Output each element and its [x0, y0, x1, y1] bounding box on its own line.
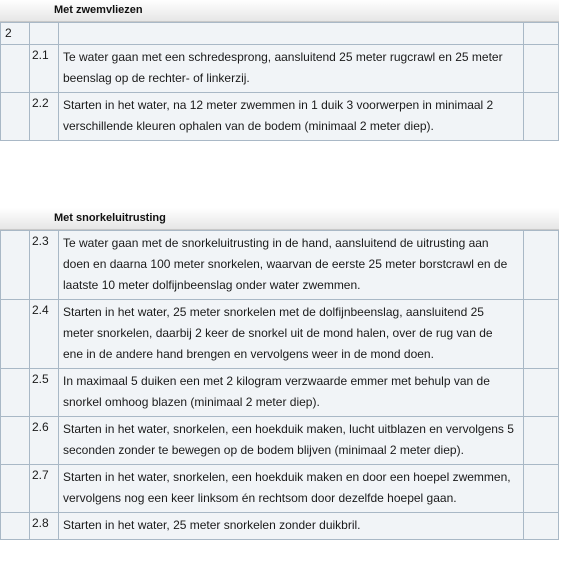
section-title: Met snorkeluitrusting [54, 212, 166, 224]
empty-cell [524, 45, 559, 93]
section-header [0, 0, 559, 22]
empty-cell [30, 23, 59, 45]
table-row [1, 513, 559, 540]
table-row [1, 369, 559, 417]
empty-cell [524, 369, 559, 417]
group-number: 2 [1, 23, 30, 45]
empty-cell [524, 23, 559, 45]
exercise-text: In maximaal 5 duiken een met 2 kilogram verzwaarde emmer met behulp van de snorkel omhoog blazen (minimaal 2 meter diep). [59, 369, 524, 417]
empty-cell [524, 93, 559, 141]
empty-cell [59, 23, 524, 45]
empty-cell [1, 513, 30, 540]
exercise-number: 2.7 [30, 465, 59, 513]
table-row [1, 45, 559, 93]
exercise-table [0, 230, 559, 540]
exercise-number: 2.4 [30, 300, 59, 369]
section-header [0, 208, 559, 230]
exercise-number: 2.5 [30, 369, 59, 417]
empty-cell [1, 465, 30, 513]
exercise-text: Starten in het water, na 12 meter zwemmen in 1 duik 3 voorwerpen in minimaal 2 verschillende kleuren ophalen van de bodem (minimaal 2 meter diep). [59, 93, 524, 141]
empty-cell [524, 513, 559, 540]
exercise-number: 2.6 [30, 417, 59, 465]
exercise-text: Te water gaan met de snorkeluitrusting in de hand, aansluitend de uitrusting aan doen en daarna 100 meter snorkelen, waarvan de eerste 25 meter borstcrawl en de laatste 10 meter dolfijnbeenslag onder water zwemmen. [59, 231, 524, 300]
table-row [1, 465, 559, 513]
section-snorkeluitrusting [0, 208, 559, 540]
exercise-text: Starten in het water, 25 meter snorkelen met de dolfijnbeenslag, aansluitend 25 meter snorkelen, daarbij 2 keer de snorkel uit de mond halen, over de rug van de ene in de andere hand brengen en vervolgens weer in de mond doen. [59, 300, 524, 369]
exercise-text: Starten in het water, 25 meter snorkelen zonder duikbril. [59, 513, 524, 540]
empty-cell [1, 45, 30, 93]
empty-cell [1, 93, 30, 141]
exercise-text: Te water gaan met een schredesprong, aansluitend 25 meter rugcrawl en 25 meter beenslag op de rechter- of linkerzij. [59, 45, 524, 93]
group-row [1, 23, 559, 45]
empty-cell [1, 369, 30, 417]
table-row [1, 417, 559, 465]
table-row [1, 300, 559, 369]
empty-cell [524, 465, 559, 513]
table-row [1, 231, 559, 300]
exercise-number: 2.3 [30, 231, 59, 300]
empty-cell [1, 231, 30, 300]
section-title: Met zwemvliezen [54, 4, 143, 16]
exercise-number: 2.1 [30, 45, 59, 93]
empty-cell [1, 300, 30, 369]
table-row [1, 93, 559, 141]
exercise-number: 2.8 [30, 513, 59, 540]
exercise-text: Starten in het water, snorkelen, een hoekduik maken en door een hoepel zwemmen, vervolgens nog een keer linksom én rechtsom door dezelfde hoepel gaan. [59, 465, 524, 513]
empty-cell [1, 417, 30, 465]
exercise-text: Starten in het water, snorkelen, een hoekduik maken, lucht uitblazen en vervolgens 5 seconden zonder te bewegen op de bodem blijven (minimaal 2 meter diep). [59, 417, 524, 465]
exercise-number: 2.2 [30, 93, 59, 141]
empty-cell [524, 231, 559, 300]
exercise-table [0, 22, 559, 141]
empty-cell [524, 417, 559, 465]
section-zwemvliezen [0, 0, 559, 141]
empty-cell [524, 300, 559, 369]
